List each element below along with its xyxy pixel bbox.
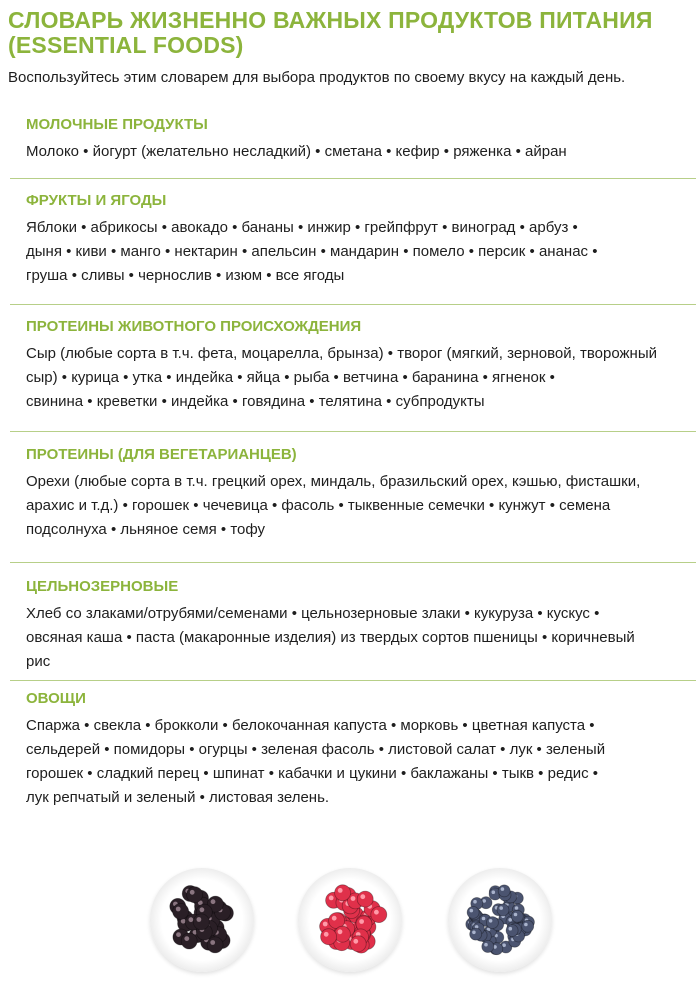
section-body xyxy=(26,216,696,288)
section-heading: МОЛОЧНЫЕ ПРОДУКТЫ xyxy=(26,116,208,133)
divider xyxy=(10,431,696,432)
raspberries-bowl-icon xyxy=(298,868,402,972)
section-heading: ОВОЩИ xyxy=(26,690,86,707)
raspberries-graphic xyxy=(298,868,402,972)
section-body xyxy=(26,342,696,414)
section-body xyxy=(26,470,696,542)
section-line: лук репчатый и зеленый • листовая зелень. xyxy=(26,789,330,806)
divider xyxy=(10,178,696,179)
section-line: арахис и т.д.) • горошек • чечевица • фасоль • тыквенные семечки • кунжут • семена xyxy=(26,497,611,514)
section-animal-proteins xyxy=(26,318,696,414)
section-heading: ПРОТЕИНЫ ЖИВОТНОГО ПРОИСХОЖДЕНИЯ xyxy=(26,318,362,335)
section-line: сельдерей • помидоры • огурцы • зеленая фасоль • листовой салат • лук • зеленый xyxy=(26,741,606,758)
page-subtitle: Воспользуйтесь этим словарем для выбора продуктов по своему вкусу на каждый день. xyxy=(8,69,626,86)
divider xyxy=(10,304,696,305)
section-body xyxy=(26,140,696,164)
section-line: подсолнуха • льняное семя • тофу xyxy=(26,521,266,538)
blueberries-bowl-icon xyxy=(448,868,552,972)
blueberries-graphic xyxy=(448,868,552,972)
section-body xyxy=(26,602,696,674)
section-line: рис xyxy=(26,653,51,670)
section-line: свинина • креветки • индейка • говядина • телятина • субпродукты xyxy=(26,393,485,410)
section-vegetables xyxy=(26,690,696,810)
blackberries-bowl-icon xyxy=(150,868,254,972)
section-line: Яблоки • абрикосы • авокадо • бананы • инжир • грейпфрут • виноград • арбуз • xyxy=(26,219,578,236)
section-vegetarian-proteins xyxy=(26,446,696,542)
section-whole-grains xyxy=(26,578,696,674)
section-line: Орехи (любые сорта в т.ч. грецкий орех, миндаль, бразильский орех, кэшью, фисташки, xyxy=(26,473,641,490)
section-body xyxy=(26,714,696,810)
section-line: Спаржа • свекла • брокколи • белокочанная капуста • морковь • цветная капуста • xyxy=(26,717,595,734)
section-line: овсяная каша • паста (макаронные изделия) из твердых сортов пшеницы • коричневый xyxy=(26,629,635,646)
section-line: горошек • сладкий перец • шпинат • кабачки и цукини • баклажаны • тыкв • редис • xyxy=(26,765,599,782)
section-line: груша • сливы • чернослив • изюм • все ягоды xyxy=(26,267,345,284)
section-line: Хлеб со злаками/отрубями/семенами • цельнозерновые злаки • кукуруза • кускус • xyxy=(26,605,600,622)
section-line: дыня • киви • манго • нектарин • апельсин • мандарин • помело • персик • ананас • xyxy=(26,243,598,260)
section-fruits xyxy=(26,192,696,288)
page-title-line-2: (ESSENTIAL FOODS) xyxy=(8,32,244,58)
blackberries-graphic xyxy=(150,868,254,972)
section-heading: ПРОТЕИНЫ (ДЛЯ ВЕГЕТАРИАНЦЕВ) xyxy=(26,446,297,463)
page-title-line-1: СЛОВАРЬ ЖИЗНЕННО ВАЖНЫХ ПРОДУКТОВ ПИТАНИЯ xyxy=(8,7,653,33)
divider xyxy=(10,680,696,681)
section-heading: ФРУКТЫ И ЯГОДЫ xyxy=(26,192,167,209)
section-heading: ЦЕЛЬНОЗЕРНОВЫЕ xyxy=(26,578,179,595)
divider xyxy=(10,562,696,563)
section-line: Молоко • йогурт (желательно несладкий) • сметана • кефир • ряженка • айран xyxy=(26,143,567,160)
section-dairy xyxy=(26,116,696,164)
section-line: сыр) • курица • утка • индейка • яйца • рыба • ветчина • баранина • ягненок • xyxy=(26,369,555,386)
page-title xyxy=(8,8,692,58)
section-line: Сыр (любые сорта в т.ч. фета, моцарелла, брынза) • творог (мягкий, зерновой, творожный xyxy=(26,345,657,362)
